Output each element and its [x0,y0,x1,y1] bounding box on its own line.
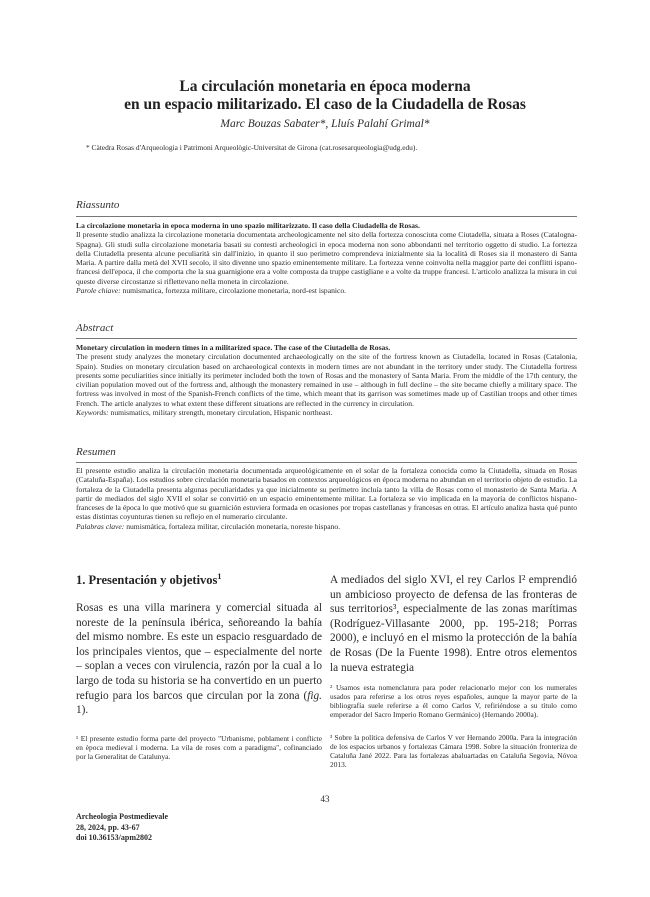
riassunto-rule [76,216,577,217]
resumen-heading: Resumen [76,446,116,458]
abstract-keywords: numismatics, military strength, monetary circulation, Hispanic northeast. [110,408,333,418]
riassunto-keywords-label: Parole chiave: [76,286,121,296]
page-number: 43 [320,794,330,804]
abstract-rule [76,338,577,339]
abstract-heading: Abstract [76,322,114,334]
resumen-body: El presente estudio analiza la circulación monetaria documentada arqueológicamente en el solar de la fortaleza conocida como la Ciutadella, situada en Rosas (Cataluña-España). Los estudios sobre circulación monetaria basados en contextos arqueológicos en época moderna no abundan en el territorio objeto de estudio. La fortaleza de la Ciutadella presenta algunas peculiaridades ya que inicialmente su perímetro incluía tanto la villa de Rosas como el monasterio de Santa Maria. A partir de mediados del siglo XVII el solar se convirtió en un espacio eminentemente militar. La fortaleza se vio implicada en la mayoría de conflictos hispano-franceses de la época lo que motivó que su guarnición estuviera formada en ocasiones por tropas castellanas y francesas en otras. El artículo analiza hasta qué punto estas distintas coyunturas tienen su reflejo en el numerario circulante. [76,466,577,522]
journal-info [76,812,168,844]
riassunto-heading: Riassunto [76,199,120,211]
article-title [60,78,590,114]
authors: Marc Bouzas Sabater*, Lluís Palahí Grimal* [220,118,430,130]
riassunto-title-line: La circolazione monetaria in epoca moderna in uno spazio militarizzato. Il caso della Ciudadella de Rosas. [76,221,420,230]
abstract-keywords-label: Keywords: [76,408,109,418]
resumen-keywords: numismática, fortaleza militar, circulación monetaria, noreste hispano. [126,521,341,531]
affiliation: * Càtedra Rosas d'Arqueologia i Patrimoni Arqueològic-Universitat de Girona (cat.rosesarqueologia@udg.edu). [86,143,418,152]
section-heading-text: 1. Presentación y objetivos [76,573,218,587]
resumen-rule [76,462,577,463]
riassunto-block [76,221,577,295]
section-heading [76,573,221,588]
abstract-title-line: Monetary circulation in modern times in a militarized space. The case of the Ciutadella de Rosas. [76,343,391,352]
resumen-block [76,466,577,531]
resumen-keywords-label: Palabras clave: [76,521,125,531]
body-left-column [76,601,322,718]
section-heading-footnote-ref: 1 [217,571,222,581]
riassunto-body: Il presente studio analizza la circolazione monetaria documentata archeologicamente nel sito della fortezza conosciuta come Ciutadella, situata a Roses (Catalogna-Spagna). Gli studi sulla circolazione monetaria basati su contesti archeologici in epoca moderna non sono abbondanti nel territorio oggetto di studio. La fortezza della Ciutadella presenta alcune peculiarità sin dall'inizio, in quanto il suo perimetro comprendeva inizialmente sia la località di Roses sia il monastero di Santa Maria. A partire dalla metà del XVII secolo, il sito divenne uno spazio eminentemente militare. La fortezza venne coinvolta nella maggior parte dei conflitti ispano-francesi dell'epoca, il che comporta che la sua guarnigione era a volte composta da truppe castigliane e a volte da truppe francesi. L'articolo analizza la misura in cui queste diverse circostanze si riflettevano nella moneta in circolazione. [76,230,577,286]
title-line-2: en un espacio militarizado. El caso de la Ciudadella de Rosas [124,96,526,113]
riassunto-keywords: numismatica, fortezza militare, circolazione monetaria, nord-est ispanico. [122,286,347,296]
journal-doi: doi 10.36153/apm2802 [76,833,153,842]
title-line-1: La circulación monetaria en época moderna [179,78,471,95]
footnote-1: ¹ El presente estudio forma parte del proyecto "Urbanisme, poblament i conflicte en època medieval i moderna. La vila de roses com a paradigma", cofinanciado por la Generalitat de Catalunya. [76,734,322,761]
journal-issue: 28, 2024, pp. 43-67 [76,822,140,832]
body-left-text: Rosas es una villa marinera y comercial situada al noreste de la península ibérica, señoreando la bahía del mismo nombre. Es este un espacio resguardado de los principales vientos, que – especialmente del norte – soplan a veces con virulencia, razón por la cual a lo largo de toda su historia se ha convertido en un puerto refugio para los barcos que circulan por la zona ( [76,602,322,702]
figure-ref: fig. [307,689,322,702]
abstract-block [76,343,577,417]
body-right-column: A mediados del siglo XVI, el rey Carlos I² emprendió un ambicioso proyecto de defensa de las fronteras de sus territorios³, especialmente de las zonas marítimas (Rodríguez-Villasante 2000, pp. 195-218; Porras 2000), e incluyó en el mismo la protección de la bahía de Rosas (De la Fuente 1998). Entre otros elementos la nueva estrategia [330,574,577,674]
journal-name: Archeologia Postmedievale [76,812,169,821]
body-left-text-end: 1). [76,704,89,717]
footnote-2: ² Usamos esta nomenclatura para poder relacionarlo mejor con los numerales usados para referirse a los otros reyes españoles, aunque la mayor parte de la bibliografía suele referirse a él como Carlos V, refiriéndose a su título como emperador del Sacro Imperio Romano Germánico) (Hernando 2000a). [330,683,577,719]
footnote-3: ³ Sobre la política defensiva de Carlos V ver Hernando 2000a. Para la integración de los espacios urbanos y fortalezas Cámara 1998. Sobre la situación fronteriza de Cataluña Jané 2022. Para las fortalezas abaluartadas en Cataluña Segovia, Nóvoa 2013. [330,733,577,769]
abstract-body: The present study analyzes the monetary circulation documented archaeologically on the site of the fortress known as Ciutadella, located in Rosas (Catalonia, Spain). Studies on monetary circulation based on archaeological contexts in modern times are not abundant in the territory under study. The Ciutadella fortress presents some peculiarities since initially its perimeter included both the town of Rosas and the monastery of Santa Maria. From the middle of the 17th century, the civilian population moved out of the fortress and, although the monastery remained in use – although in full decline – the site became chiefly a military space. The fortress was involved in most of the Spanish-French conflicts of the time, which meant that its garrison was sometimes made up of Castilian troops and other times French. The article analyzes to what extent these different situations are reflected in the currency in circulation. [76,352,577,408]
